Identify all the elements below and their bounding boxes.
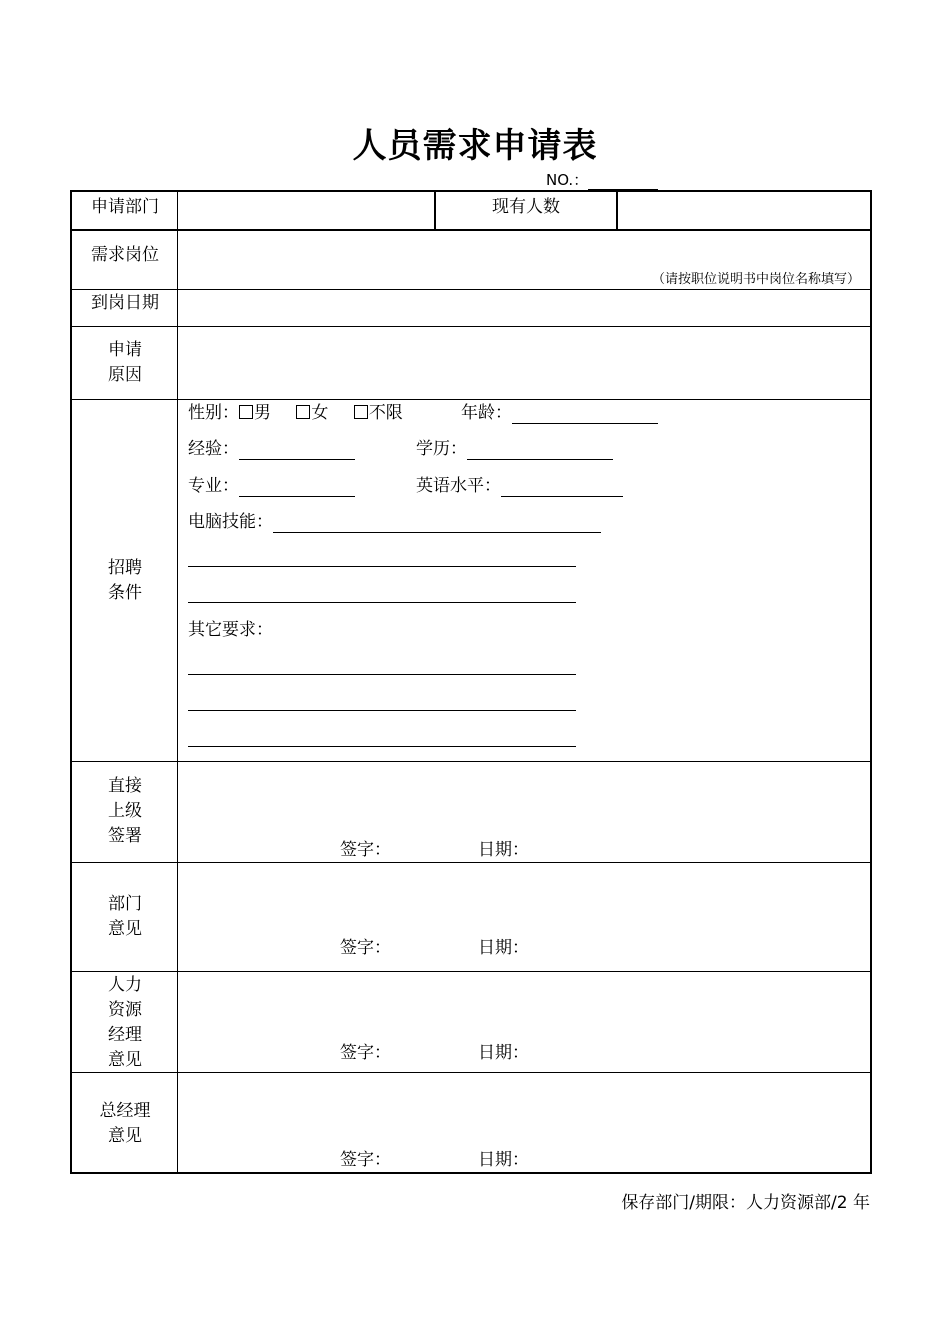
request-form [70, 190, 872, 1174]
other-requirements-line[interactable] [188, 746, 576, 747]
row-divider [72, 761, 870, 762]
form-number-label: NO.： [546, 171, 589, 189]
major-label: 专业： [188, 476, 239, 496]
reason-label-line2: 原因 [108, 365, 142, 385]
major-field[interactable] [239, 478, 355, 497]
gm-label-line2: 意见 [108, 1126, 142, 1146]
supervisor-label-line1: 直接 [108, 776, 142, 796]
gender-group [188, 402, 403, 424]
dept-label: 申请部门 [91, 197, 159, 217]
other-requirements-line[interactable] [188, 710, 576, 711]
department-sign-label: 签字： [340, 938, 391, 958]
experience-field[interactable] [239, 441, 355, 460]
headcount-label: 现有人数 [492, 197, 560, 217]
education-label: 学历： [416, 439, 467, 459]
gm-date-label: 日期： [478, 1150, 529, 1170]
supervisor-label-line3: 签署 [108, 826, 142, 846]
english-field[interactable] [501, 478, 623, 497]
hr-label-line4: 意见 [108, 1050, 142, 1070]
supervisor-sign-label: 签字： [340, 840, 391, 860]
computer-skills-line[interactable] [188, 602, 576, 603]
onboard-date-field[interactable] [180, 292, 870, 324]
gender-female-checkbox[interactable] [296, 405, 310, 419]
hr-date-label: 日期： [478, 1043, 529, 1063]
headcount-field[interactable] [619, 194, 869, 226]
reason-label-line1: 申请 [108, 340, 142, 360]
gender-label: 性别： [188, 403, 239, 423]
requirements-label [72, 556, 178, 606]
education-field[interactable] [467, 441, 613, 460]
computer-skills-group [188, 511, 601, 533]
dept-field[interactable] [180, 194, 432, 226]
education-group [416, 438, 613, 460]
page-title: 人员需求申请表 [352, 126, 598, 166]
row-divider [72, 971, 870, 972]
experience-group [188, 438, 355, 460]
position-field[interactable] [180, 232, 870, 266]
hr-label [72, 973, 178, 1073]
gender-any-checkbox[interactable] [354, 405, 368, 419]
form-number-field[interactable] [588, 175, 658, 190]
experience-label: 经验： [188, 439, 239, 459]
major-group [188, 475, 355, 497]
other-requirements-label: 其它要求： [188, 620, 273, 640]
hr-label-line3: 经理 [108, 1025, 142, 1045]
hr-label-line1: 人力 [108, 975, 142, 995]
row-divider [72, 399, 870, 400]
onboard-date-label: 到岗日期 [91, 293, 159, 313]
row-divider [72, 1072, 870, 1073]
gm-label [72, 1099, 178, 1149]
age-group [461, 402, 658, 424]
department-date-label: 日期： [478, 938, 529, 958]
column-divider [616, 192, 618, 229]
hr-label-line2: 资源 [108, 1000, 142, 1020]
reason-label [72, 338, 178, 388]
age-field[interactable] [512, 405, 658, 424]
footer-retention-note: 保存部门/期限：人力资源部/2 年 [621, 1193, 870, 1213]
gender-any-label: 不限 [368, 403, 403, 423]
computer-skills-line[interactable] [188, 566, 576, 567]
department-label [72, 892, 178, 942]
age-label: 年龄： [461, 403, 512, 423]
reason-field[interactable] [180, 330, 870, 396]
gender-female-label: 女 [311, 403, 329, 423]
supervisor-label-line2: 上级 [108, 801, 142, 821]
supervisor-label [72, 774, 178, 849]
supervisor-date-label: 日期： [478, 840, 529, 860]
english-group [416, 475, 623, 497]
requirements-label-line2: 条件 [108, 583, 142, 603]
gm-label-line1: 总经理 [99, 1101, 151, 1121]
position-note: （请按职位说明书中岗位名称填写） [651, 272, 860, 287]
row-divider [72, 862, 870, 863]
row-divider [72, 229, 870, 231]
department-label-line1: 部门 [108, 894, 142, 914]
other-requirements-line[interactable] [188, 674, 576, 675]
row-divider [72, 326, 870, 327]
gender-male-checkbox[interactable] [239, 405, 253, 419]
gender-male-label: 男 [254, 403, 271, 423]
department-label-line2: 意见 [108, 919, 142, 939]
position-label: 需求岗位 [91, 245, 159, 265]
computer-skills-field[interactable] [273, 514, 601, 533]
requirements-label-line1: 招聘 [108, 558, 142, 578]
hr-sign-label: 签字： [340, 1043, 391, 1063]
row-divider [72, 289, 870, 290]
form-number [546, 169, 658, 190]
english-label: 英语水平： [416, 476, 501, 496]
computer-skills-label: 电脑技能： [188, 512, 273, 532]
gm-sign-label: 签字： [340, 1150, 391, 1170]
